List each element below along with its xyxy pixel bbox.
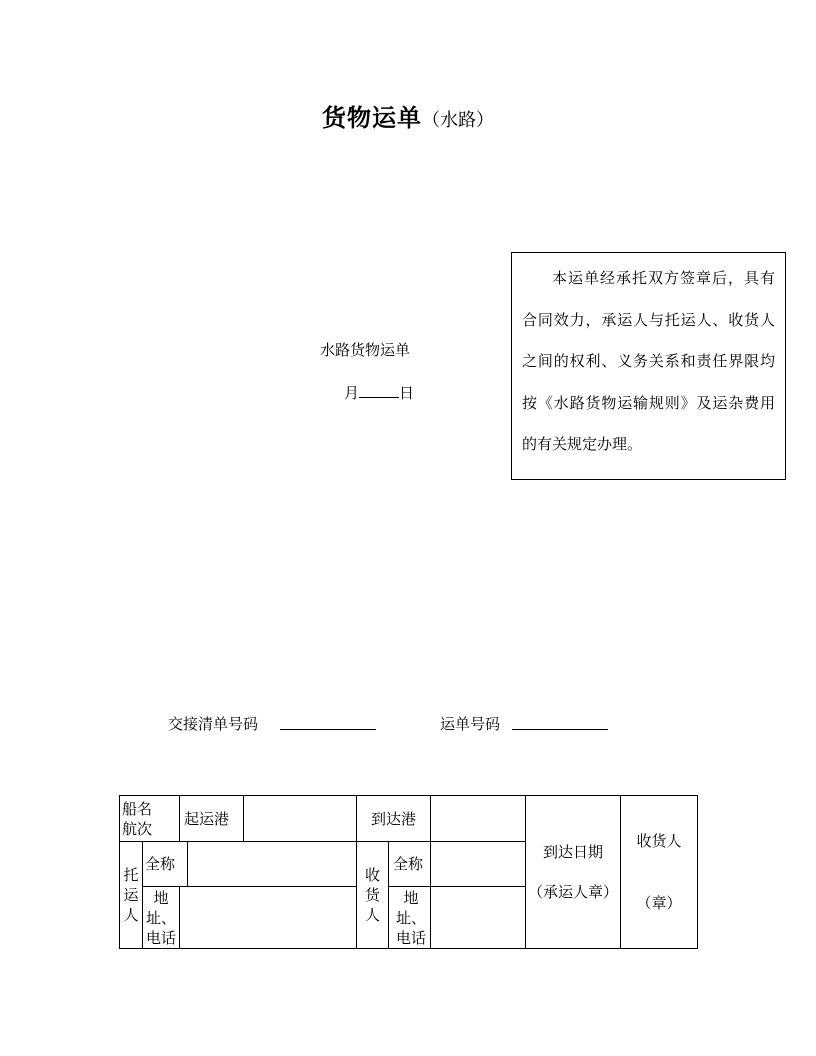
origin-port-label: 起运港 [180,796,244,842]
shipper-label: 托运人 [120,842,143,949]
dest-port-value[interactable] [431,796,526,842]
arrival-date-cell[interactable] [526,796,621,949]
consignee-address-value[interactable] [431,887,526,949]
shipper-address-label: 地 址、电话 [143,887,180,949]
consignee-seal-cell[interactable] [621,796,698,949]
title-sub: （水路） [422,110,494,131]
day-blank[interactable] [359,383,399,398]
consignee-address-label: 地址、电话 [389,887,431,949]
title-main: 货物运单 [322,104,422,132]
origin-port-value[interactable] [244,796,357,842]
ship-voyage-label: 船名 航次 [120,796,180,842]
handover-number-field[interactable] [280,729,376,730]
date-line [344,382,414,403]
dest-port-label: 到达港 [357,796,431,842]
notice-text: 本运单经承托双方签章后，具有合同效力，承运人与托运人、收货人之间的权利、义务关系和责任界限均按《水路货物运输规则》及运杂费用的有关规定办理。 [522,269,775,453]
consignee-label: 收货人 [357,842,389,949]
consignee-name-value[interactable] [431,842,526,887]
shipper-name-label: 全称 [143,842,188,887]
document-title [0,98,816,133]
arrival-date-label: 到达日期 [543,843,604,861]
subtitle: 水路货物运单 [320,341,411,359]
waybill-table [119,795,698,949]
day-label: 日 [399,384,415,402]
notice-box [511,252,786,480]
shipper-address-value[interactable] [180,887,357,949]
consignee-seal-note: （章） [636,894,682,912]
consignee-name-label: 全称 [389,842,431,887]
waybill-number-field[interactable] [512,729,608,730]
waybill-number-label: 运单号码 [440,715,501,733]
month-label: 月 [344,384,360,402]
handover-number-label: 交接清单号码 [168,715,259,733]
consignee-seal-title: 收货人 [636,832,682,850]
shipper-name-value[interactable] [188,842,357,887]
carrier-seal-label: （承运人章） [528,883,619,901]
